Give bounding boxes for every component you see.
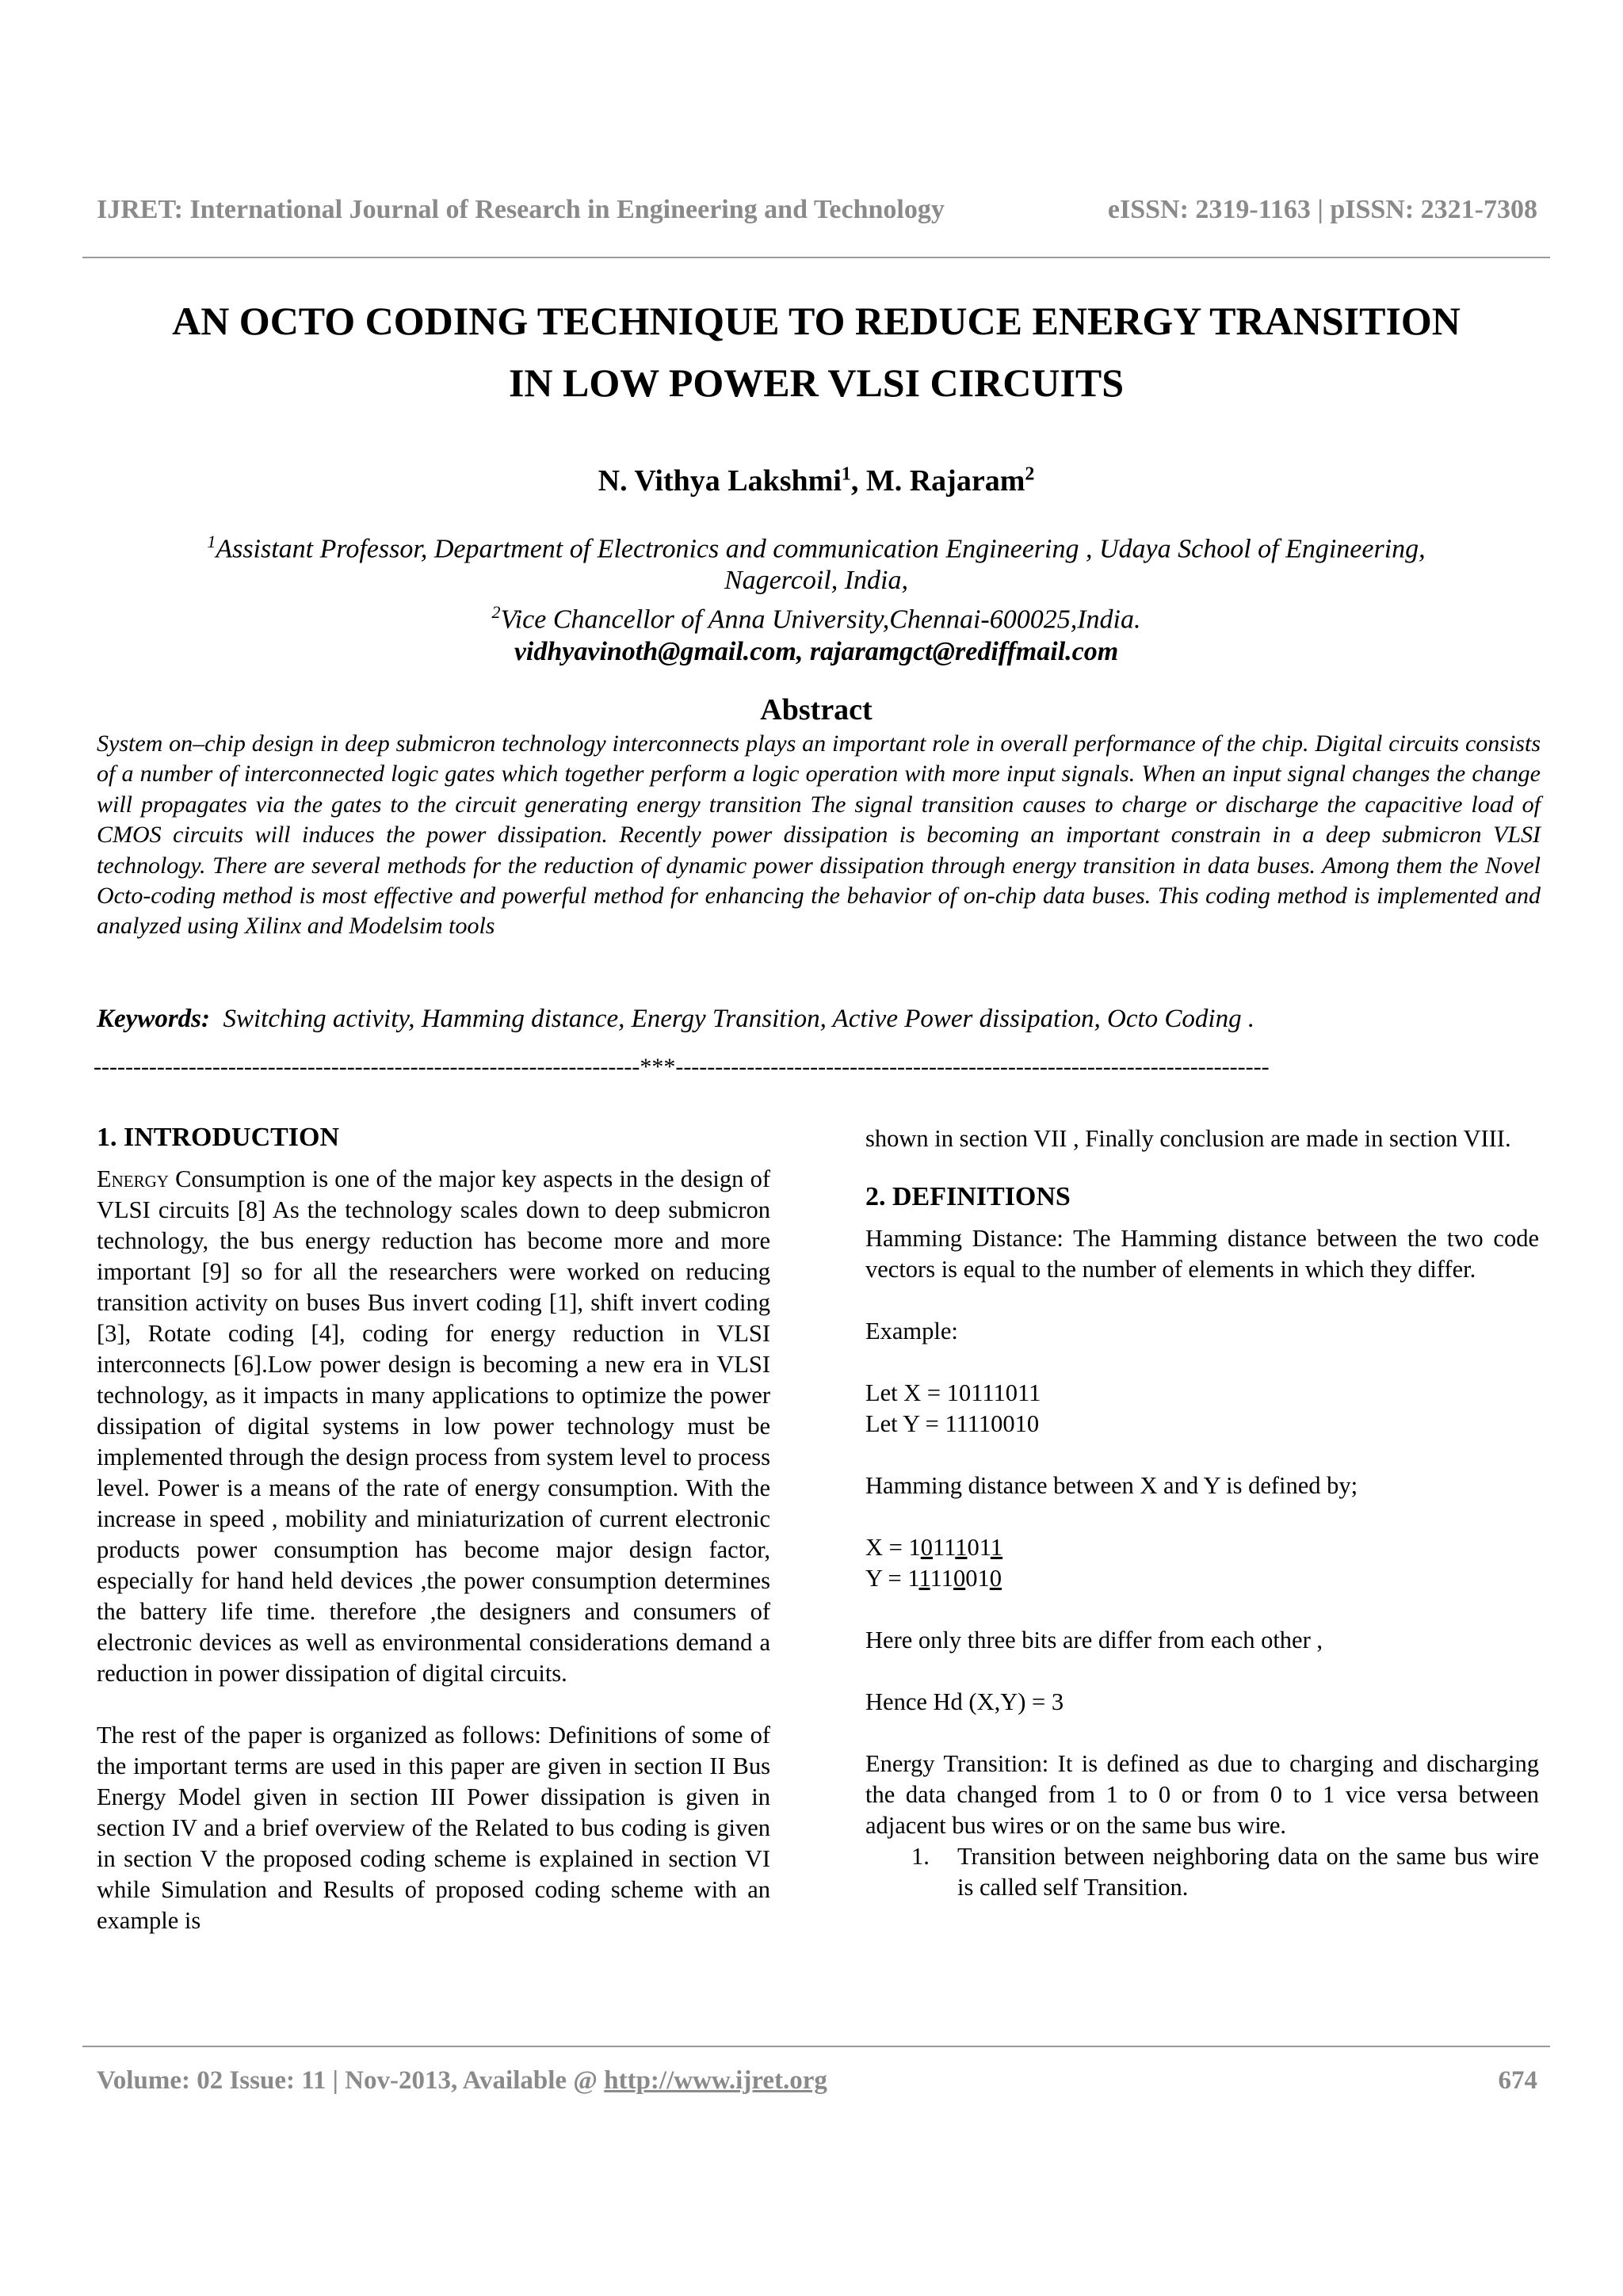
- x-bit: 1: [955, 1534, 968, 1561]
- affiliation-2: [82, 597, 1550, 635]
- title-line-1: AN OCTO CODING TECHNIQUE TO REDUCE ENERGY TRANSITION: [172, 299, 1461, 343]
- y-bit: 1: [977, 1565, 990, 1592]
- footer-url-link[interactable]: http://www.ijret.org: [604, 2066, 827, 2095]
- keywords: [97, 1005, 1541, 1034]
- affiliation-1-line-1: [82, 526, 1550, 565]
- email-sep: ,: [796, 636, 810, 666]
- x-prefix: X =: [865, 1534, 909, 1561]
- aff1-sup: 1: [207, 532, 216, 551]
- emails: [82, 636, 1550, 668]
- y-bit: 1: [907, 1565, 919, 1592]
- authors: [82, 463, 1550, 498]
- dropcap-word: Energy: [97, 1165, 169, 1192]
- hamming-definition: Hamming Distance: The Hamming distance between the two code vectors is equal to the number of elements in which they differ.: [865, 1225, 1539, 1283]
- separator-stars: ***: [640, 1054, 676, 1080]
- y-bit: 0: [965, 1565, 978, 1592]
- list-number: 1.: [911, 1843, 930, 1870]
- footer-volume: [97, 2066, 827, 2096]
- running-header: [97, 195, 1537, 225]
- y-bit: 1: [941, 1565, 953, 1592]
- list-item: [865, 1841, 1539, 1903]
- affiliation-1-text: Assistant Professor, Department of Electronics and communication Engineering , Udaya School of Engineering,: [216, 534, 1426, 564]
- x-bit: 1: [932, 1534, 945, 1561]
- author-1-sup: 1: [841, 463, 851, 485]
- y-bits-line: [865, 1563, 1539, 1594]
- energy-transition-definition: Energy Transition: It is defined as due to charging and discharging the data changed from 1 to 0 or from 0 to 1 vice versa between adjacent bus wires or on the same bus wire.: [865, 1750, 1539, 1839]
- issn: eISSN: 2319-1163 | pISSN: 2321-7308: [1107, 195, 1537, 224]
- intro-paragraph-1-text: Consumption is one of the major key aspects in the design of VLSI circuits [8] As the technology scales down to deep submicron technology, the bus energy reduction has become more and more important [9] so for all the researchers were worked on reducing transition activity on buses Bus invert coding [1], shift invert coding [3], Rotate coding [4], coding for energy reduction in VLSI interconnects [6].Low power design is becoming a new era in VLSI technology, as it impacts in many applications to optimize the power dissipation of digital systems in low power technology must be implemented through the design process from system level to process level. Power is a means of the rate of energy consumption. With the increase in speed , mobility and miniaturization of current electronic products power consumption has become major design factor, especially for hand held devices ,the power consumption determines the battery life time. therefore ,the designers and consumers of electronic devices as well as environmental considerations demand a reduction in power dissipation of digital circuits.: [97, 1165, 770, 1687]
- section-separator: [94, 1054, 1544, 1081]
- header-rule: [82, 257, 1550, 258]
- hamming-result: Hence Hd (X,Y) = 3: [865, 1688, 1064, 1715]
- definitions-heading: 2. DEFINITIONS: [865, 1182, 1071, 1211]
- email-2[interactable]: rajaramgct@rediffmail.com: [809, 636, 1119, 666]
- intro-paragraph-1: [97, 1164, 770, 1689]
- author-sep: ,: [850, 464, 866, 498]
- author-1: N. Vithya Lakshmi: [598, 464, 842, 498]
- y-bit: 1: [918, 1565, 930, 1592]
- x-bit: 1: [979, 1534, 991, 1561]
- email-1[interactable]: vidhyavinoth@gmail.com: [514, 636, 796, 666]
- three-bits-differ: Here only three bits are differ from each other ,: [865, 1627, 1323, 1653]
- paper-title: [82, 290, 1550, 414]
- x-bits-line: [865, 1532, 1539, 1563]
- list-text: Transition between neighboring data on the same bus wire is called self Transition.: [957, 1843, 1539, 1901]
- keywords-text: Switching activity, Hamming distance, Energy Transition, Active Power dissipation, Octo Coding .: [223, 1005, 1255, 1033]
- right-paragraph-0: shown in section VII , Finally conclusion are made in section VIII.: [865, 1125, 1511, 1152]
- journal-name: IJRET: International Journal of Research in Engineering and Technology: [97, 195, 945, 224]
- author-2-sup: 2: [1025, 463, 1035, 485]
- abstract-text: System on–chip design in deep submicron technology interconnects plays an important role in overall performance of the chip. Digital circuits consists of a number of interconnected logic gates which together perform a logic operation with more input signals. When an input signal changes the change will propagates via the gates to the circuit generating energy transition The signal transition causes to charge or discharge the capacitive load of CMOS circuits will induces the power dissipation. Recently power dissipation is becoming an important constrain in a deep submicron VLSI technology. There are several methods for the reduction of dynamic power dissipation through energy transition in data buses. Among them the Novel Octo-coding method is most effective and powerful method for enhancing the behavior of on-chip data buses. This coding method is implemented and analyzed using Xilinx and Modelsim tools: [97, 730, 1541, 940]
- example-label: Example:: [865, 1318, 958, 1344]
- separator-left: ---------------------------------------------------------------------: [94, 1054, 640, 1080]
- footer: [97, 2066, 1537, 2096]
- x-bit: 0: [967, 1534, 980, 1561]
- affiliation-1-line-2: Nagercoil, India,: [724, 566, 908, 596]
- title-line-2: IN LOW POWER VLSI CIRCUITS: [508, 360, 1125, 405]
- author-2: M. Rajaram: [865, 464, 1025, 498]
- x-bit: 0: [920, 1534, 933, 1561]
- let-x: Let X = 10111011: [865, 1379, 1041, 1406]
- y-bits: [907, 1565, 1002, 1592]
- let-y: Let Y = 11110010: [865, 1410, 1040, 1437]
- aff2-sup: 2: [491, 602, 501, 623]
- hamming-defined-by: Hamming distance between X and Y is defined by;: [865, 1472, 1358, 1499]
- x-bit: 1: [944, 1534, 956, 1561]
- y-bit: 0: [953, 1565, 966, 1592]
- page-number: 674: [1498, 2066, 1537, 2095]
- y-bit: 1: [930, 1565, 941, 1592]
- abstract-heading: Abstract: [760, 693, 873, 727]
- footer-volume-text: Volume: 02 Issue: 11 | Nov-2013, Available @: [97, 2066, 605, 2095]
- intro-paragraph-2: The rest of the paper is organized as follows: Definitions of some of the important terms are used in this paper are given in section II Bus Energy Model given in section III Power dissipation is given in section IV and a brief overview of the Related to bus coding is given in section V the proposed coding scheme is explained in section VI while Simulation and Results of proposed coding scheme with an example is: [97, 1722, 770, 1934]
- right-column: [865, 1123, 1539, 1903]
- y-prefix: Y =: [865, 1565, 908, 1592]
- x-bit: 1: [990, 1534, 1003, 1561]
- x-bits: [908, 1534, 1002, 1561]
- affiliation-2-text: Vice Chancellor of Anna University,Chennai-600025,India.: [500, 605, 1141, 635]
- separator-right: ---------------------------------------------------------------------------: [675, 1054, 1270, 1080]
- affiliations: [82, 526, 1550, 668]
- introduction-heading: 1. INTRODUCTION: [97, 1123, 340, 1152]
- keywords-label: Keywords:: [97, 1005, 210, 1033]
- footer-rule: [82, 2046, 1550, 2047]
- left-column: [97, 1122, 770, 1936]
- y-bit: 0: [989, 1565, 1002, 1592]
- x-bit: 1: [908, 1534, 921, 1561]
